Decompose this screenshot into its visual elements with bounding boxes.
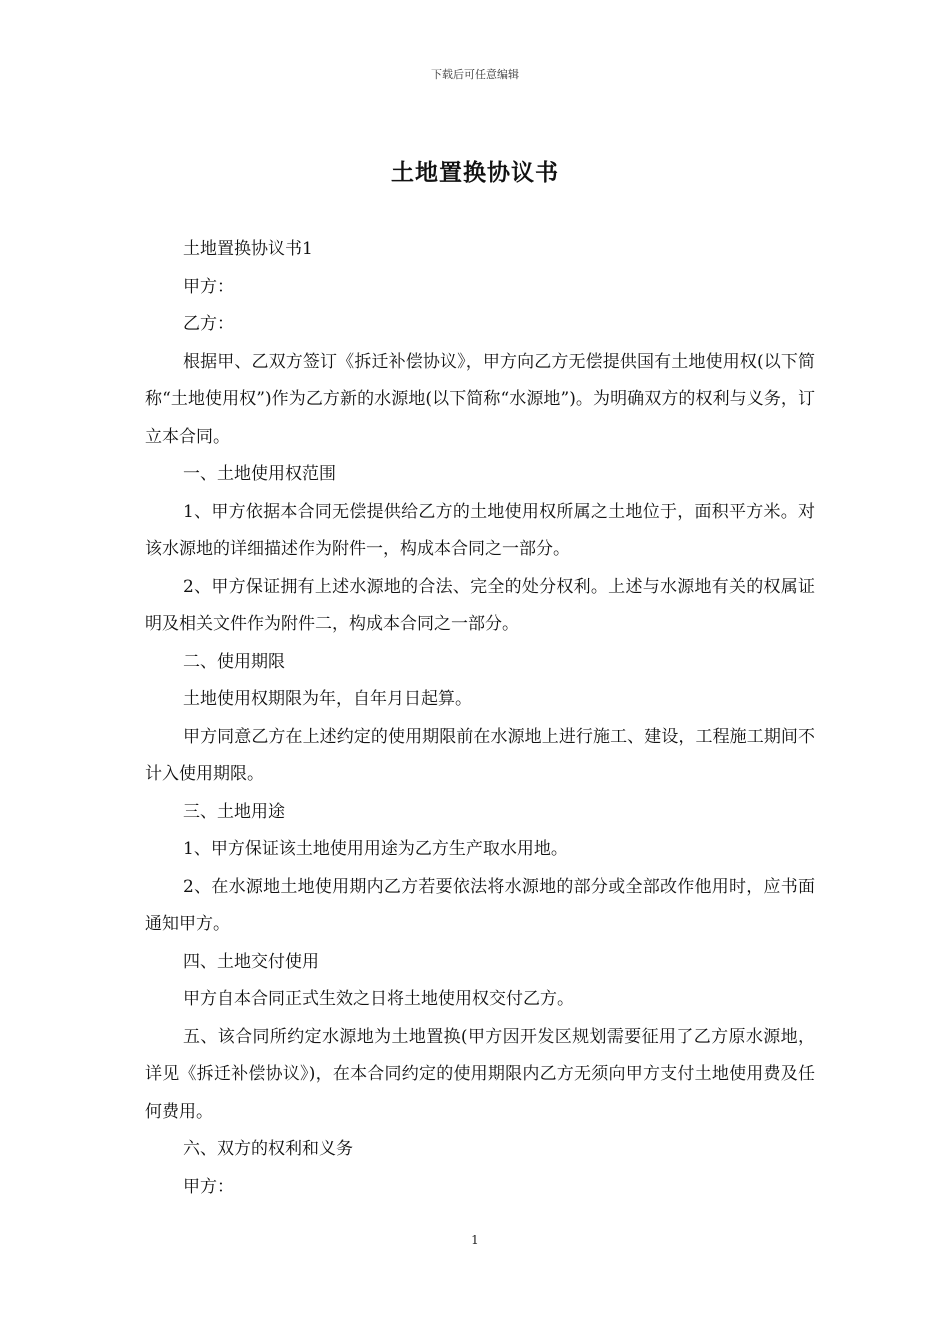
paragraph-subtitle: 土地置换协议书1: [183, 239, 313, 259]
paragraph-clause: 甲方自本合同正式生效之日将土地使用权交付乙方。: [183, 989, 574, 1009]
section-heading-1: 一、土地使用权范围: [183, 464, 336, 484]
header-note: 下载后可任意编辑: [431, 68, 519, 81]
document-title: 土地置换协议书: [391, 159, 559, 186]
page-number: 1: [471, 1233, 479, 1247]
paragraph-preamble: 根据甲、乙双方签订《拆迁补偿协议》，甲方向乙方无偿提供国有土地使用权(以下简称“土地使用权”)作为乙方新的水源地(以下简称“水源地”)。为明确双方的权利与义务，订立本合同。: [145, 351, 815, 447]
section-heading-4: 四、土地交付使用: [183, 951, 319, 972]
section-heading-3: 三、土地用途: [183, 801, 285, 822]
paragraph-party-a: 甲方：: [183, 1176, 234, 1197]
paragraph-clause: 五、该合同所约定水源地为土地置换(甲方因开发区规划需要征用了乙方原水源地，详见《拆迁补偿协议》)，在本合同约定的使用期限内乙方无须向甲方支付土地使用费及任何费用。: [145, 1026, 815, 1122]
paragraph-clause: 1、甲方依据本合同无偿提供给乙方的土地使用权所属之土地位于，面积平方米。对该水源地的详细描述作为附件一，构成本合同之一部分。: [145, 501, 815, 559]
section-heading-6: 六、双方的权利和义务: [183, 1139, 353, 1159]
paragraph-clause: 2、甲方保证拥有上述水源地的合法、完全的处分权利。上述与水源地有关的权属证明及相关文件作为附件二，构成本合同之一部分。: [145, 576, 815, 634]
paragraph-party-b: 乙方：: [183, 314, 234, 334]
paragraph-clause: 1、甲方保证该土地使用用途为乙方生产取水用地。: [183, 839, 568, 859]
section-heading-2: 二、使用期限: [183, 651, 285, 672]
document-body: [145, 231, 815, 1206]
paragraph-clause: 土地使用权期限为年，自年月日起算。: [183, 689, 472, 709]
paragraph-party-a: 甲方：: [183, 276, 234, 297]
paragraph-clause: 2、在水源地土地使用期内乙方若要依法将水源地的部分或全部改作他用时，应书面通知甲方。: [145, 876, 815, 934]
paragraph-clause: 甲方同意乙方在上述约定的使用期限前在水源地上进行施工、建设，工程施工期间不计入使用期限。: [145, 726, 815, 784]
